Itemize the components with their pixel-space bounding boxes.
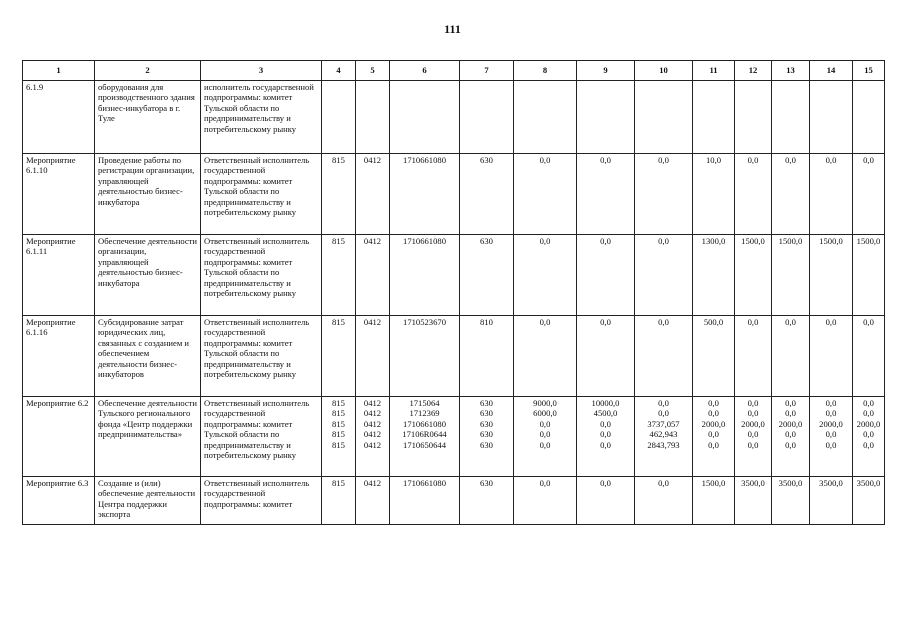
cell-c5: 0412 [356, 235, 390, 316]
cell-c9: 0,0 [577, 477, 635, 525]
col-header-12: 12 [735, 61, 772, 81]
value-line: 0,0 [785, 429, 796, 440]
value-line: 815 [332, 439, 345, 450]
cell-c8: 0,0 [514, 154, 577, 235]
col-header-5: 5 [356, 61, 390, 81]
col-header-2: 2 [95, 61, 201, 81]
cell-c4 [322, 397, 356, 477]
row-name: Создание и (или) обеспечение деятельности Центра поддержки экспорта [95, 477, 201, 525]
value-line: 0,0 [600, 418, 611, 429]
value-line: 0412 [363, 398, 382, 408]
cell-c8: 0,0 [514, 316, 577, 397]
value-line: 0,0 [785, 439, 796, 450]
value-line: 0,0 [785, 398, 796, 408]
table-row [23, 154, 885, 235]
cell-c10: 0,0 [635, 235, 693, 316]
value-line: 0,0 [658, 408, 669, 419]
value-line: 0,0 [600, 439, 611, 450]
row-name: Обеспечение деятельности Тульского регионального фонда «Центр поддержки предпринимательства» [95, 397, 201, 477]
cell-c4: 815 [322, 316, 356, 397]
col-header-14: 14 [810, 61, 853, 81]
cell-c7: 630 [460, 477, 514, 525]
cell-c13: 0,0 [772, 316, 810, 397]
value-line: 9000,0 [533, 398, 557, 408]
cell-c10: 0,0 [635, 477, 693, 525]
value-line: 0,0 [539, 439, 551, 450]
value-line: 2000,0 [741, 418, 765, 429]
cell-c4 [322, 81, 356, 154]
cell-c9: 0,0 [577, 235, 635, 316]
cell-c5: 0412 [356, 154, 390, 235]
row-executor: Ответственный исполнитель государственной подпрограммы: комитет [201, 477, 322, 525]
cell-c15: 3500,0 [853, 477, 885, 525]
row-name: Проведение работы по регистрации организации, управляющей деятельностью бизнес-инкубатора [95, 154, 201, 235]
col-header-7: 7 [460, 61, 514, 81]
value-line: 630 [480, 408, 493, 419]
row-id: Мероприятие 6.3 [23, 477, 95, 525]
cell-c12: 1500,0 [735, 235, 772, 316]
cell-c12 [735, 397, 772, 477]
cell-c9: 0,0 [577, 316, 635, 397]
table-row [23, 397, 885, 477]
cell-c11: 1300,0 [693, 235, 735, 316]
value-line: 0,0 [863, 398, 874, 408]
row-executor: Ответственный исполнитель государственной подпрограммы: комитет Тульской области по предпринимательству и потребительскому рынку [201, 397, 322, 477]
row-id: Мероприятие 6.1.11 [23, 235, 95, 316]
cell-c5: 0412 [356, 477, 390, 525]
table-row [23, 235, 885, 316]
value-line: 0,0 [863, 429, 874, 440]
cell-c8: 0,0 [514, 477, 577, 525]
value-line: 462,943 [649, 429, 678, 440]
cell-c6 [390, 81, 460, 154]
value-line: 0,0 [708, 408, 719, 419]
value-line: 630 [480, 439, 493, 450]
value-line: 815 [332, 398, 345, 408]
col-header-15: 15 [853, 61, 885, 81]
cell-c6: 1710661080 [390, 235, 460, 316]
value-line: 0,0 [539, 429, 551, 440]
col-header-4: 4 [322, 61, 356, 81]
row-id: Мероприятие 6.1.16 [23, 316, 95, 397]
cell-c13: 3500,0 [772, 477, 810, 525]
value-line: 0,0 [825, 429, 837, 440]
value-line: 815 [332, 418, 345, 429]
value-line: 6000,0 [533, 408, 557, 419]
value-line: 2000,0 [701, 418, 726, 429]
value-line: 0412 [363, 429, 382, 440]
cell-c4: 815 [322, 235, 356, 316]
cell-c12 [735, 81, 772, 154]
value-line: 815 [332, 408, 345, 419]
value-line: 630 [480, 429, 493, 440]
value-line: 2000,0 [819, 418, 843, 429]
cell-c12: 0,0 [735, 154, 772, 235]
cell-c11 [693, 81, 735, 154]
value-line: 0,0 [863, 408, 874, 419]
col-header-13: 13 [772, 61, 810, 81]
cell-c7: 630 [460, 235, 514, 316]
cell-c12: 3500,0 [735, 477, 772, 525]
value-line: 0,0 [600, 429, 611, 440]
value-line: 0,0 [708, 398, 719, 408]
col-header-8: 8 [514, 61, 577, 81]
header-row [23, 61, 885, 81]
value-line: 10000,0 [591, 398, 620, 408]
value-line: 0412 [363, 439, 382, 450]
cell-c6: 1710661080 [390, 154, 460, 235]
col-header-1: 1 [23, 61, 95, 81]
table-row [23, 477, 885, 525]
value-line: 0412 [363, 418, 382, 429]
cell-c15: 0,0 [853, 154, 885, 235]
table-row [23, 316, 885, 397]
cell-c6 [390, 397, 460, 477]
value-line: 0,0 [825, 439, 837, 450]
col-header-11: 11 [693, 61, 735, 81]
cell-c8 [514, 397, 577, 477]
cell-c8: 0,0 [514, 235, 577, 316]
page-number: 111 [444, 22, 461, 36]
value-line: 0,0 [708, 439, 719, 450]
cell-c15: 0,0 [853, 316, 885, 397]
row-executor: Ответственный исполнитель государственной подпрограммы: комитет Тульской области по предпринимательству и потребительскому рынку [201, 154, 322, 235]
cell-c6: 1710523670 [390, 316, 460, 397]
value-line: 0412 [363, 408, 382, 419]
col-header-3: 3 [201, 61, 322, 81]
cell-c14: 1500,0 [810, 235, 853, 316]
col-header-6: 6 [390, 61, 460, 81]
cell-c13: 0,0 [772, 154, 810, 235]
value-line: 0,0 [825, 398, 837, 408]
value-line: 2843,793 [647, 439, 680, 450]
cell-c13: 1500,0 [772, 235, 810, 316]
cell-c5 [356, 397, 390, 477]
cell-c14 [810, 81, 853, 154]
cell-c7: 810 [460, 316, 514, 397]
value-line: 3737,057 [647, 418, 680, 429]
cell-c6: 1710661080 [390, 477, 460, 525]
cell-c5 [356, 81, 390, 154]
cell-c7 [460, 81, 514, 154]
cell-c10 [635, 81, 693, 154]
value-line: 0,0 [747, 398, 759, 408]
budget-table [22, 60, 885, 525]
value-line: 4500,0 [593, 408, 618, 419]
cell-c9: 0,0 [577, 154, 635, 235]
cell-c11 [693, 397, 735, 477]
cell-c14: 0,0 [810, 154, 853, 235]
cell-c15: 1500,0 [853, 235, 885, 316]
row-name: Субсидирование затрат юридических лиц, связанных с созданием и обеспечением деятельности бизнес-инкубаторов [95, 316, 201, 397]
col-header-10: 10 [635, 61, 693, 81]
cell-c14: 0,0 [810, 316, 853, 397]
cell-c9 [577, 397, 635, 477]
value-line: 2000,0 [856, 418, 881, 429]
cell-c10: 0,0 [635, 154, 693, 235]
row-id: Мероприятие 6.1.10 [23, 154, 95, 235]
row-id: Мероприятие 6.2 [23, 397, 95, 477]
cell-c4: 815 [322, 477, 356, 525]
cell-c4: 815 [322, 154, 356, 235]
cell-c13 [772, 81, 810, 154]
col-header-9: 9 [577, 61, 635, 81]
cell-c11: 10,0 [693, 154, 735, 235]
cell-c7 [460, 397, 514, 477]
cell-c14 [810, 397, 853, 477]
row-id: 6.1.9 [23, 81, 95, 154]
cell-c11: 1500,0 [693, 477, 735, 525]
row-executor: исполнитель государственной подпрограммы: комитет Тульской области по предпринимательству и потребительскому рынку [201, 81, 322, 154]
value-line: 630 [480, 398, 493, 408]
value-line: 815 [332, 429, 345, 440]
cell-c7: 630 [460, 154, 514, 235]
cell-c12: 0,0 [735, 316, 772, 397]
cell-c15 [853, 397, 885, 477]
value-line: 0,0 [539, 418, 551, 429]
row-name: оборудования для производственного здания бизнес-инкубатора в г. Туле [95, 81, 201, 154]
value-line: 0,0 [708, 429, 719, 440]
value-line: 1715064 [409, 398, 440, 408]
cell-c9 [577, 81, 635, 154]
cell-c10 [635, 397, 693, 477]
table-row [23, 81, 885, 154]
value-line: 0,0 [863, 439, 874, 450]
value-line: 0,0 [825, 408, 837, 419]
row-executor: Ответственный исполнитель государственной подпрограммы: комитет Тульской области по предпринимательству и потребительскому рынку [201, 235, 322, 316]
row-name: Обеспечение деятельности организации, управляющей деятельностью бизнес-инкубатора [95, 235, 201, 316]
value-line: 1710650644 [403, 439, 446, 450]
value-line: 0,0 [785, 408, 796, 419]
value-line: 0,0 [747, 439, 759, 450]
value-line: 0,0 [747, 408, 759, 419]
row-executor: Ответственный исполнитель государственной подпрограммы: комитет Тульской области по предпринимательству и потребительскому рынку [201, 316, 322, 397]
value-line: 2000,0 [778, 418, 803, 429]
value-line: 1710661080 [403, 418, 446, 429]
cell-c15 [853, 81, 885, 154]
cell-c11: 500,0 [693, 316, 735, 397]
cell-c10: 0,0 [635, 316, 693, 397]
value-line: 0,0 [658, 398, 669, 408]
value-line: 630 [480, 418, 493, 429]
value-line: 17106R0644 [402, 429, 447, 440]
cell-c8 [514, 81, 577, 154]
cell-c14: 3500,0 [810, 477, 853, 525]
value-line: 1712369 [409, 408, 440, 419]
cell-c5: 0412 [356, 316, 390, 397]
cell-c13 [772, 397, 810, 477]
value-line: 0,0 [747, 429, 759, 440]
